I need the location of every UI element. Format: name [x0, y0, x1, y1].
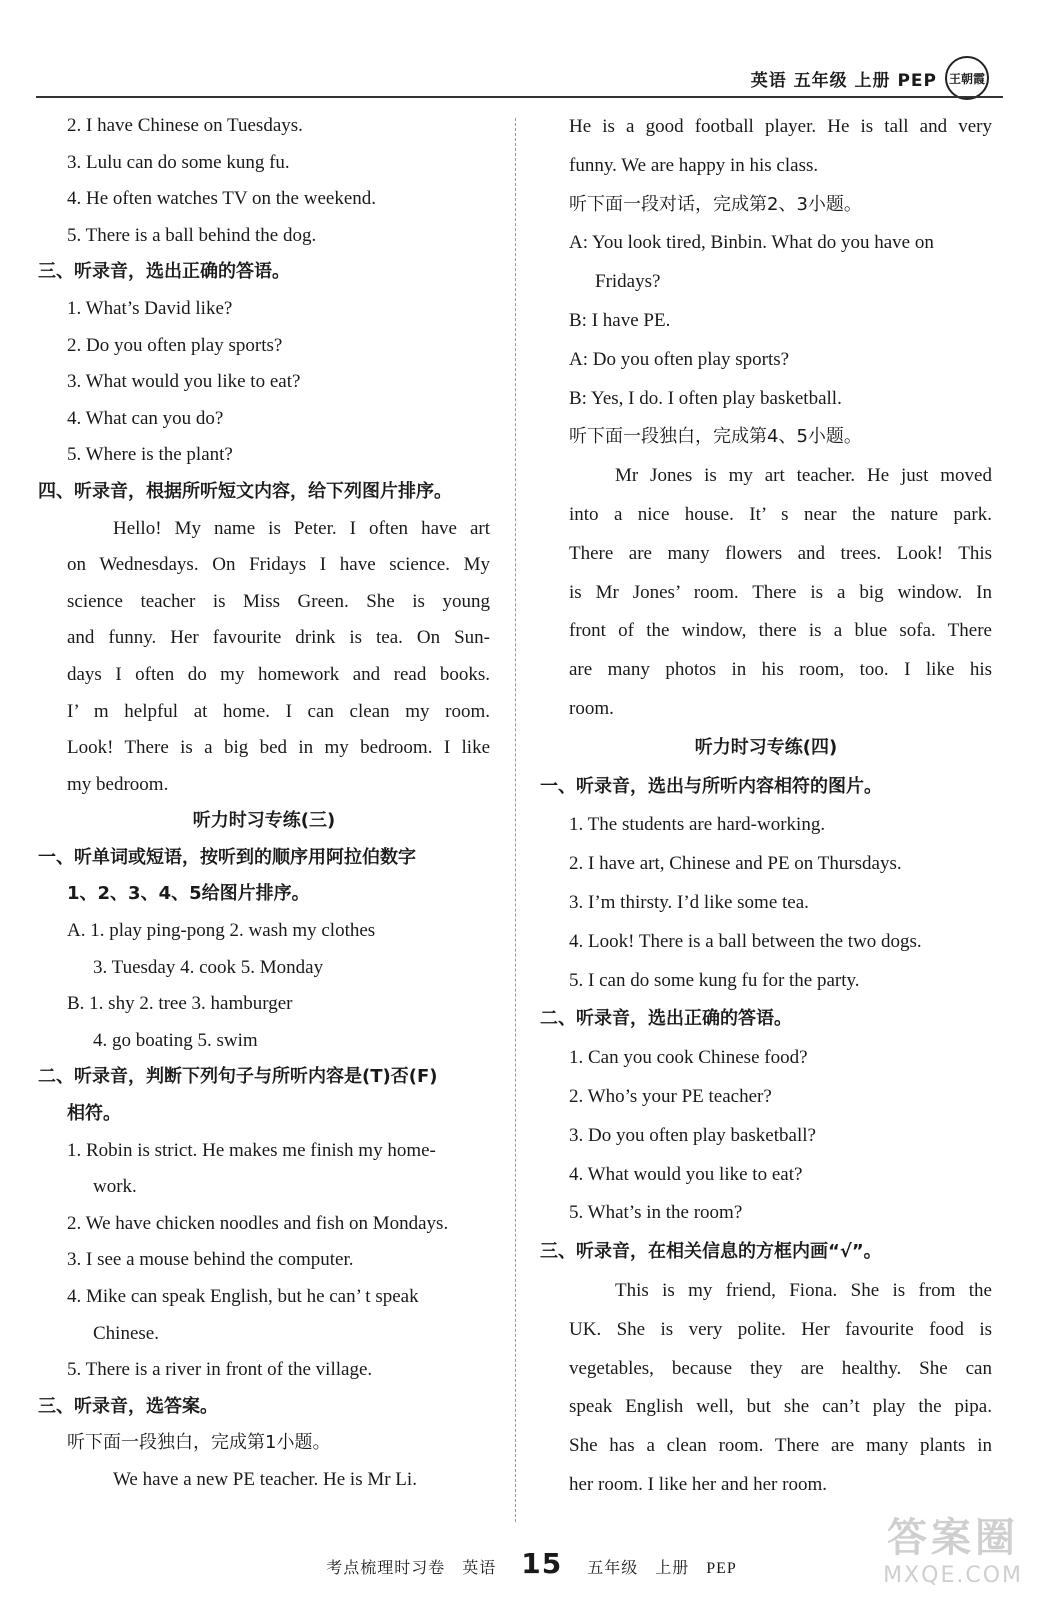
- right-text-line: 4. What would you like to eat?: [569, 1163, 803, 1185]
- left-text-line: my bedroom.: [67, 773, 169, 795]
- left-text-line: 5. Where is the plant?: [67, 444, 233, 466]
- right-text-line: speak English well, but she can’t play the pipa.: [569, 1396, 992, 1418]
- right-text-line: B: I have PE.: [569, 309, 671, 331]
- left-text-line: days I often do my homework and read books.: [67, 663, 490, 685]
- watermark-logo-text: 答案圈: [887, 1515, 1020, 1561]
- right-text-line: room.: [569, 697, 614, 719]
- left-text-line: 三、听录音，选出正确的答语。: [38, 261, 290, 283]
- right-text-line: her room. I like her and her room.: [569, 1473, 827, 1495]
- site-watermark: [883, 1506, 1023, 1588]
- right-text-line: 3. Do you often play basketball?: [569, 1124, 816, 1146]
- left-text-line: on Wednesdays. On Fridays I have science. My: [67, 554, 490, 576]
- left-text-line: and funny. Her favourite drink is tea. On Sun-: [67, 627, 490, 649]
- right-text-line: 5. I can do some kung fu for the party.: [569, 969, 860, 991]
- left-text-line: We have a new PE teacher. He is Mr Li.: [113, 1468, 417, 1490]
- right-text-line: 三、听录音，在相关信息的方框内画“√”。: [540, 1241, 882, 1263]
- right-text-line: This is my friend, Fiona. She is from the: [615, 1279, 992, 1301]
- footer-subject: 英语: [462, 1560, 497, 1577]
- left-text-line: Chinese.: [93, 1322, 159, 1344]
- right-text-line: 二、听录音，选出正确的答语。: [540, 1008, 792, 1030]
- header-title: 英语 五年级 上册 PEP: [750, 70, 937, 91]
- right-text-line: 5. What’s in the room?: [569, 1202, 743, 1224]
- left-text-line: 3. What would you like to eat?: [67, 371, 301, 393]
- left-text-line: work.: [93, 1176, 137, 1198]
- right-text-line: 2. I have art, Chinese and PE on Thursdays.: [569, 853, 902, 875]
- left-text-line: I’ m helpful at home. I can clean my room.: [67, 700, 490, 722]
- header-rule: [36, 96, 1003, 98]
- right-text-line: Fridays?: [595, 271, 661, 293]
- footer-term: 上册: [655, 1560, 690, 1577]
- watermark-url: MXQE.COM: [883, 1563, 1023, 1588]
- page-number: 15: [521, 1547, 563, 1580]
- right-text-line: UK. She is very polite. Her favourite food is: [569, 1318, 992, 1340]
- right-text-line: 一、听录音，选出与所听内容相符的图片。: [540, 775, 882, 797]
- right-text-line: vegetables, because they are healthy. She can: [569, 1357, 992, 1379]
- footer-edition: PEP: [706, 1560, 737, 1577]
- left-text-line: 4. Mike can speak English, but he can’ t speak: [67, 1286, 419, 1307]
- right-text-line: There are many flowers and trees. Look! This: [569, 542, 992, 564]
- left-text-line: 3. Lulu can do some kung fu.: [67, 151, 290, 173]
- right-text-line: 4. Look! There is a ball between the two dogs.: [569, 930, 922, 952]
- left-text-line: 2. I have Chinese on Tuesdays.: [67, 115, 303, 136]
- right-text-line: B: Yes, I do. I often play basketball.: [569, 387, 842, 409]
- right-text-line: She has a clean room. There are many plants in: [569, 1435, 992, 1457]
- right-text-line: Mr Jones is my art teacher. He just moved: [615, 465, 992, 487]
- left-text-line: 三、听录音，选答案。: [38, 1395, 218, 1417]
- left-text-line: 4. He often watches TV on the weekend.: [67, 188, 377, 210]
- column-divider: [515, 118, 516, 1522]
- left-text-line: science teacher is Miss Green. She is young: [67, 590, 490, 612]
- left-text-line: Hello! My name is Peter. I often have art: [113, 517, 490, 539]
- right-text-line: A: You look tired, Binbin. What do you have on: [569, 232, 934, 254]
- page-header: [751, 56, 989, 100]
- left-text-line: 4. What can you do?: [67, 407, 224, 429]
- right-text-line: is Mr Jones’ room. There is a big window. In: [569, 581, 992, 603]
- left-text-line: 5. There is a ball behind the dog.: [67, 224, 317, 246]
- left-text-line: 1. Robin is strict. He makes me finish my home-: [67, 1139, 436, 1161]
- left-text-line: Look! There is a big bed in my bedroom. I like: [67, 737, 490, 759]
- left-column: [38, 108, 490, 1499]
- left-text-line: 3. Tuesday 4. cook 5. Monday: [93, 956, 324, 978]
- right-text-line: 1. The students are hard-working.: [569, 814, 826, 836]
- right-text-line: are many photos in his room, too. I like his: [569, 659, 992, 681]
- left-text-line: 3. I see a mouse behind the computer.: [67, 1249, 354, 1271]
- left-text-line: 4. go boating 5. swim: [93, 1029, 258, 1051]
- left-text-line: B. 1. shy 2. tree 3. hamburger: [67, 993, 293, 1015]
- left-text-line: 1、2、3、4、5给图片排序。: [67, 883, 310, 905]
- footer-book-title: 考点梳理时习卷: [326, 1560, 446, 1577]
- left-text-line: 2. Do you often play sports?: [67, 334, 283, 356]
- right-column: [540, 108, 992, 1505]
- left-text-line: A. 1. play ping-pong 2. wash my clothes: [67, 920, 376, 942]
- left-text-line: 四、听录音，根据所听短文内容，给下列图片排序。: [38, 480, 452, 502]
- right-text-line: front of the window, there is a blue sofa. There: [569, 620, 992, 642]
- left-text-line: 二、听录音，判断下列句子与所听内容是(T)否(F): [38, 1066, 438, 1088]
- left-text-line: 听力时习专练(三): [192, 810, 336, 832]
- left-text-line: 2. We have chicken noodles and fish on Mondays.: [67, 1212, 449, 1234]
- left-text-line: 5. There is a river in front of the village.: [67, 1359, 373, 1381]
- right-text-line: into a nice house. It’ s near the nature park.: [569, 503, 992, 525]
- right-text-line: A: Do you often play sports?: [569, 348, 790, 370]
- right-text-line: 听力时习专练(四): [694, 736, 838, 758]
- right-text-line: 听下面一段对话，完成第2、3小题。: [569, 193, 862, 215]
- footer-grade: 五年级: [587, 1560, 639, 1577]
- right-text-line: funny. We are happy in his class.: [569, 154, 819, 176]
- right-text-line: He is a good football player. He is tall and very: [569, 116, 992, 137]
- right-text-line: 3. I’m thirsty. I’d like some tea.: [569, 891, 809, 913]
- right-text-line: 2. Who’s your PE teacher?: [569, 1085, 772, 1107]
- left-text-line: 听下面一段独白，完成第1小题。: [67, 1432, 331, 1454]
- left-text-line: 一、听单词或短语，按听到的顺序用阿拉伯数字: [38, 846, 416, 868]
- right-text-line: 1. Can you cook Chinese food?: [569, 1047, 808, 1069]
- left-text-line: 相符。: [67, 1103, 121, 1125]
- left-text-line: 1. What’s David like?: [67, 297, 233, 319]
- right-text-line: 听下面一段独白，完成第4、5小题。: [569, 426, 862, 448]
- brand-logo: 王朝霞: [945, 56, 989, 100]
